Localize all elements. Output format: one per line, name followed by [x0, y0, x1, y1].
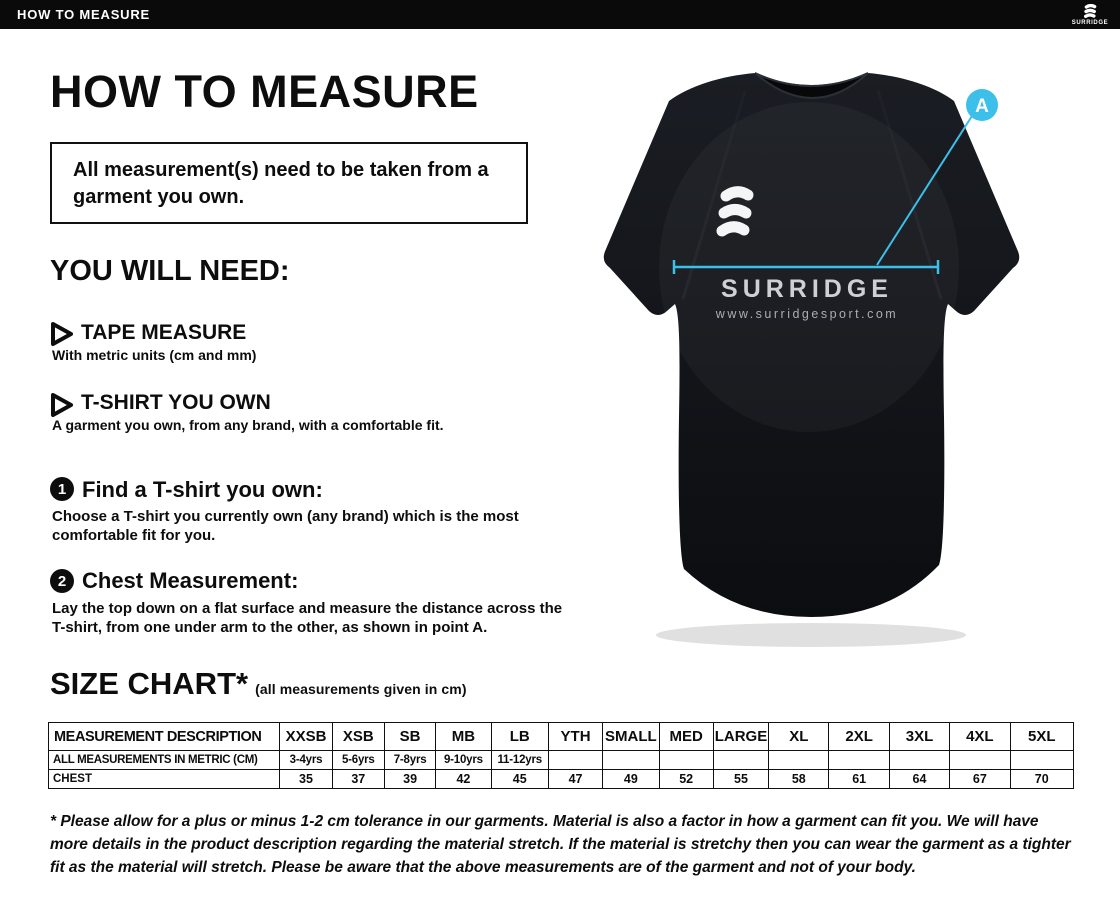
step-1-number: 1	[50, 477, 74, 501]
step-2-title: Chest Measurement:	[82, 568, 299, 593]
cell: 7-8yrs	[384, 751, 435, 770]
col-header: MED	[659, 723, 713, 751]
cell: 55	[713, 770, 768, 789]
cell: 11-12yrs	[491, 751, 548, 770]
disclaimer-text: * Please allow for a plus or minus 1-2 cm tolerance in our garments. Material is also a factor in how a garment can fit you. We will have more details in the product description regarding the material stretch. If the material is stretchy then you can wear the garment as a tighter fit as the material will stretch. Please be aware that the above measurements are of the garment and not of your body.	[50, 813, 1071, 876]
row-label: ALL MEASUREMENTS IN METRIC (CM)	[49, 751, 280, 770]
cell	[713, 751, 768, 770]
col-header: 3XL	[889, 723, 949, 751]
shirt-shadow	[656, 623, 966, 647]
point-a-label: A	[975, 96, 989, 117]
size-chart-title-text: SIZE CHART*	[50, 666, 249, 701]
cell: 58	[769, 770, 829, 789]
col-header: 4XL	[950, 723, 1010, 751]
cell: 52	[659, 770, 713, 789]
need-item-tshirt-desc: A garment you own, from any brand, with a comfortable fit.	[52, 417, 444, 433]
shirt-website-text: www.surridgesport.com	[715, 307, 899, 321]
cell: 64	[889, 770, 949, 789]
surridge-logo	[1070, 1, 1110, 28]
cell	[659, 751, 713, 770]
cell	[889, 751, 949, 770]
size-chart-header-row	[49, 723, 1074, 751]
tshirt-figure	[593, 57, 1065, 657]
col-header: 5XL	[1010, 723, 1073, 751]
row-label: CHEST	[49, 770, 280, 789]
tshirt-illustration	[593, 57, 1065, 657]
cell	[548, 751, 602, 770]
col-header: XSB	[332, 723, 384, 751]
need-item-tape-title: TAPE MEASURE	[81, 321, 247, 344]
notice-box	[50, 142, 528, 224]
need-item-tshirt-title: T-SHIRT YOU OWN	[81, 391, 271, 414]
cell	[950, 751, 1010, 770]
cell: 5-6yrs	[332, 751, 384, 770]
surridge-logo-text: SURRIDGE	[1071, 19, 1109, 26]
cell	[769, 751, 829, 770]
cell: 61	[829, 770, 889, 789]
need-item-tape-desc: With metric units (cm and mm)	[52, 347, 257, 363]
cell: 37	[332, 770, 384, 789]
col-header: LB	[491, 723, 548, 751]
bullet-triangle-icon	[50, 392, 74, 418]
cell: 9-10yrs	[436, 751, 491, 770]
top-bar-title: HOW TO MEASURE	[17, 7, 151, 22]
size-chart-table	[48, 722, 1074, 789]
col-header: MEASUREMENT DESCRIPTION	[49, 723, 280, 751]
surridge-s-icon	[1084, 4, 1097, 19]
size-chart-title	[50, 666, 467, 702]
col-header: XL	[769, 723, 829, 751]
col-header: 2XL	[829, 723, 889, 751]
cell: 49	[603, 770, 659, 789]
page-title: HOW TO MEASURE	[50, 66, 479, 117]
cell: 70	[1010, 770, 1073, 789]
shirt-chest-logo-icon	[722, 192, 748, 231]
cell: 3-4yrs	[280, 751, 332, 770]
you-will-need-title: YOU WILL NEED:	[50, 255, 290, 287]
size-chart-metric-row	[49, 751, 1074, 770]
cell: 35	[280, 770, 332, 789]
cell: 39	[384, 770, 435, 789]
notice-text: All measurement(s) need to be taken from a garment you own.	[73, 159, 489, 208]
col-header: YTH	[548, 723, 602, 751]
col-header: LARGE	[713, 723, 768, 751]
cell: 47	[548, 770, 602, 789]
top-bar	[0, 0, 1120, 29]
cell: 67	[950, 770, 1010, 789]
size-chart-chest-row	[49, 770, 1074, 789]
step-1-title: Find a T-shirt you own:	[82, 477, 323, 502]
cell	[829, 751, 889, 770]
cell: 45	[491, 770, 548, 789]
bullet-triangle-icon	[50, 321, 74, 347]
col-header: XXSB	[280, 723, 332, 751]
cell: 42	[436, 770, 491, 789]
cell	[603, 751, 659, 770]
step-2-number: 2	[50, 569, 74, 593]
col-header: SMALL	[603, 723, 659, 751]
shirt-brand-text: SURRIDGE	[721, 275, 893, 303]
cell	[1010, 751, 1073, 770]
col-header: MB	[436, 723, 491, 751]
size-chart-subtitle: (all measurements given in cm)	[255, 681, 467, 697]
step-2-description: Lay the top down on a flat surface and measure the distance across the T-shirt, from one under arm to the other, as shown in point A.	[52, 600, 563, 636]
col-header: SB	[384, 723, 435, 751]
step-1-description: Choose a T-shirt you currently own (any brand) which is the most comfortable fit for you.	[52, 508, 519, 544]
